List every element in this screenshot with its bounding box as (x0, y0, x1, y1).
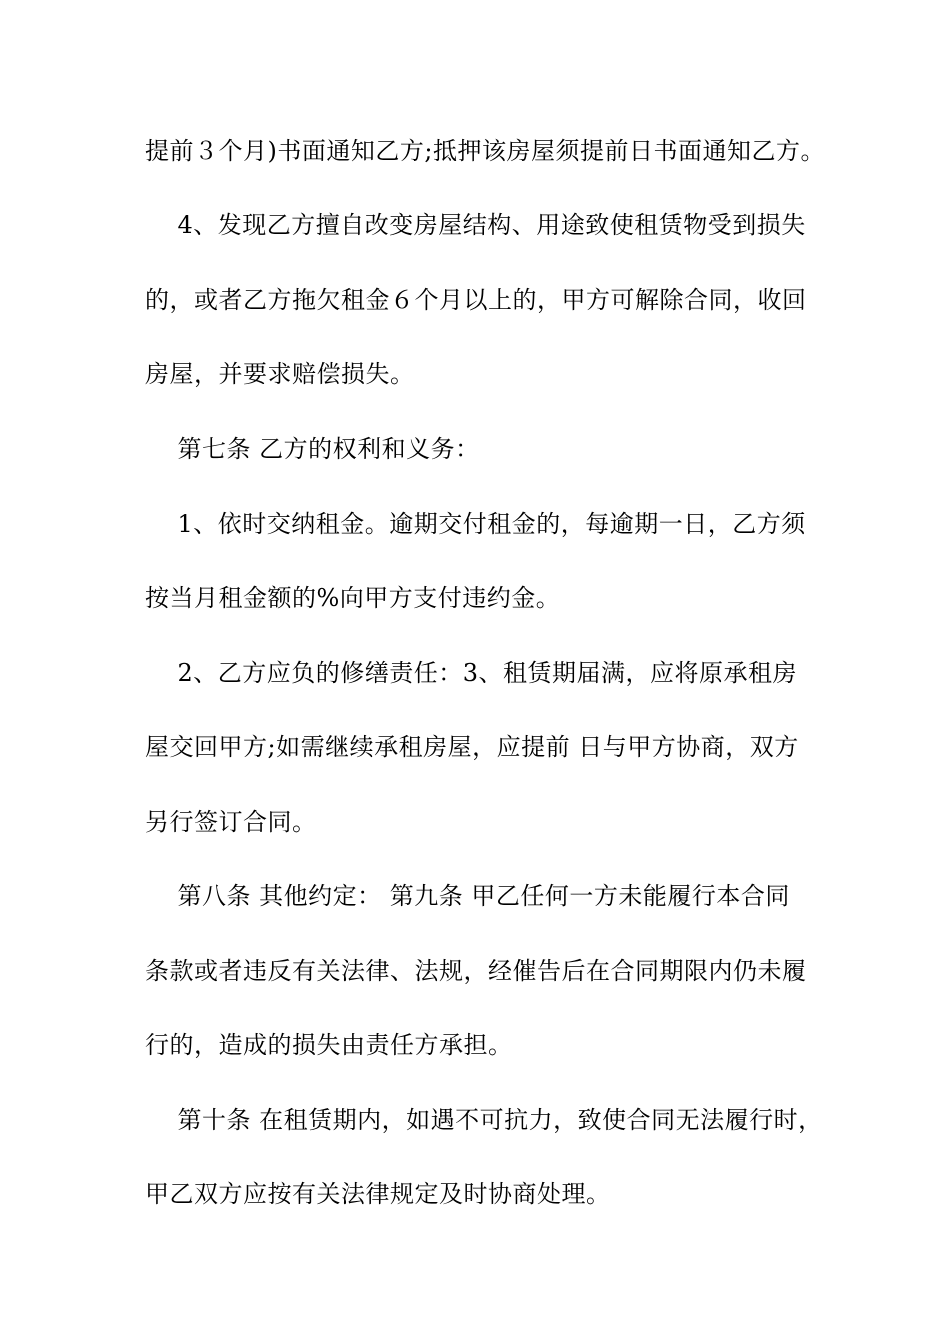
text-line: 行的，造成的损失由责任方承担。 (145, 1031, 513, 1059)
text-line: 甲乙双方应按有关法律规定及时协商处理。 (145, 1180, 611, 1208)
text-line: 屋交回甲方;如需继续承租房屋，应提前 日与甲方协商，双方 (145, 733, 799, 761)
text-line: 房屋，并要求赔偿损失。 (145, 360, 415, 388)
text-line: 另行签订合同。 (145, 808, 317, 836)
section-heading: 第八条 其他约定： 第九条 甲乙任何一方未能履行本合同 (145, 882, 790, 910)
text-line: 提前３个月)书面通知乙方;抵押该房屋须提前日书面通知乙方。 (145, 137, 825, 165)
text-line: 条款或者违反有关法律、法规，经催告后在合同期限内仍未履 (145, 957, 807, 985)
section-heading: 第七条 乙方的权利和义务： (145, 435, 480, 463)
text-line: 的，或者乙方拖欠租金６个月以上的，甲方可解除合同，收回 (145, 286, 807, 314)
section-heading: 第十条 在租赁期内，如遇不可抗力，致使合同无法履行时， (145, 1106, 823, 1134)
text-line: 按当月租金额的%向甲方支付违约金。 (145, 584, 561, 612)
text-line: 4、发现乙方擅自改变房屋结构、用途致使租赁物受到损失 (145, 211, 806, 239)
text-line: 2、乙方应负的修缮责任：3、租赁期届满，应将原承租房 (145, 659, 798, 687)
text-line: 1、依时交纳租金。逾期交付租金的，每逾期一日，乙方须 (145, 510, 806, 538)
